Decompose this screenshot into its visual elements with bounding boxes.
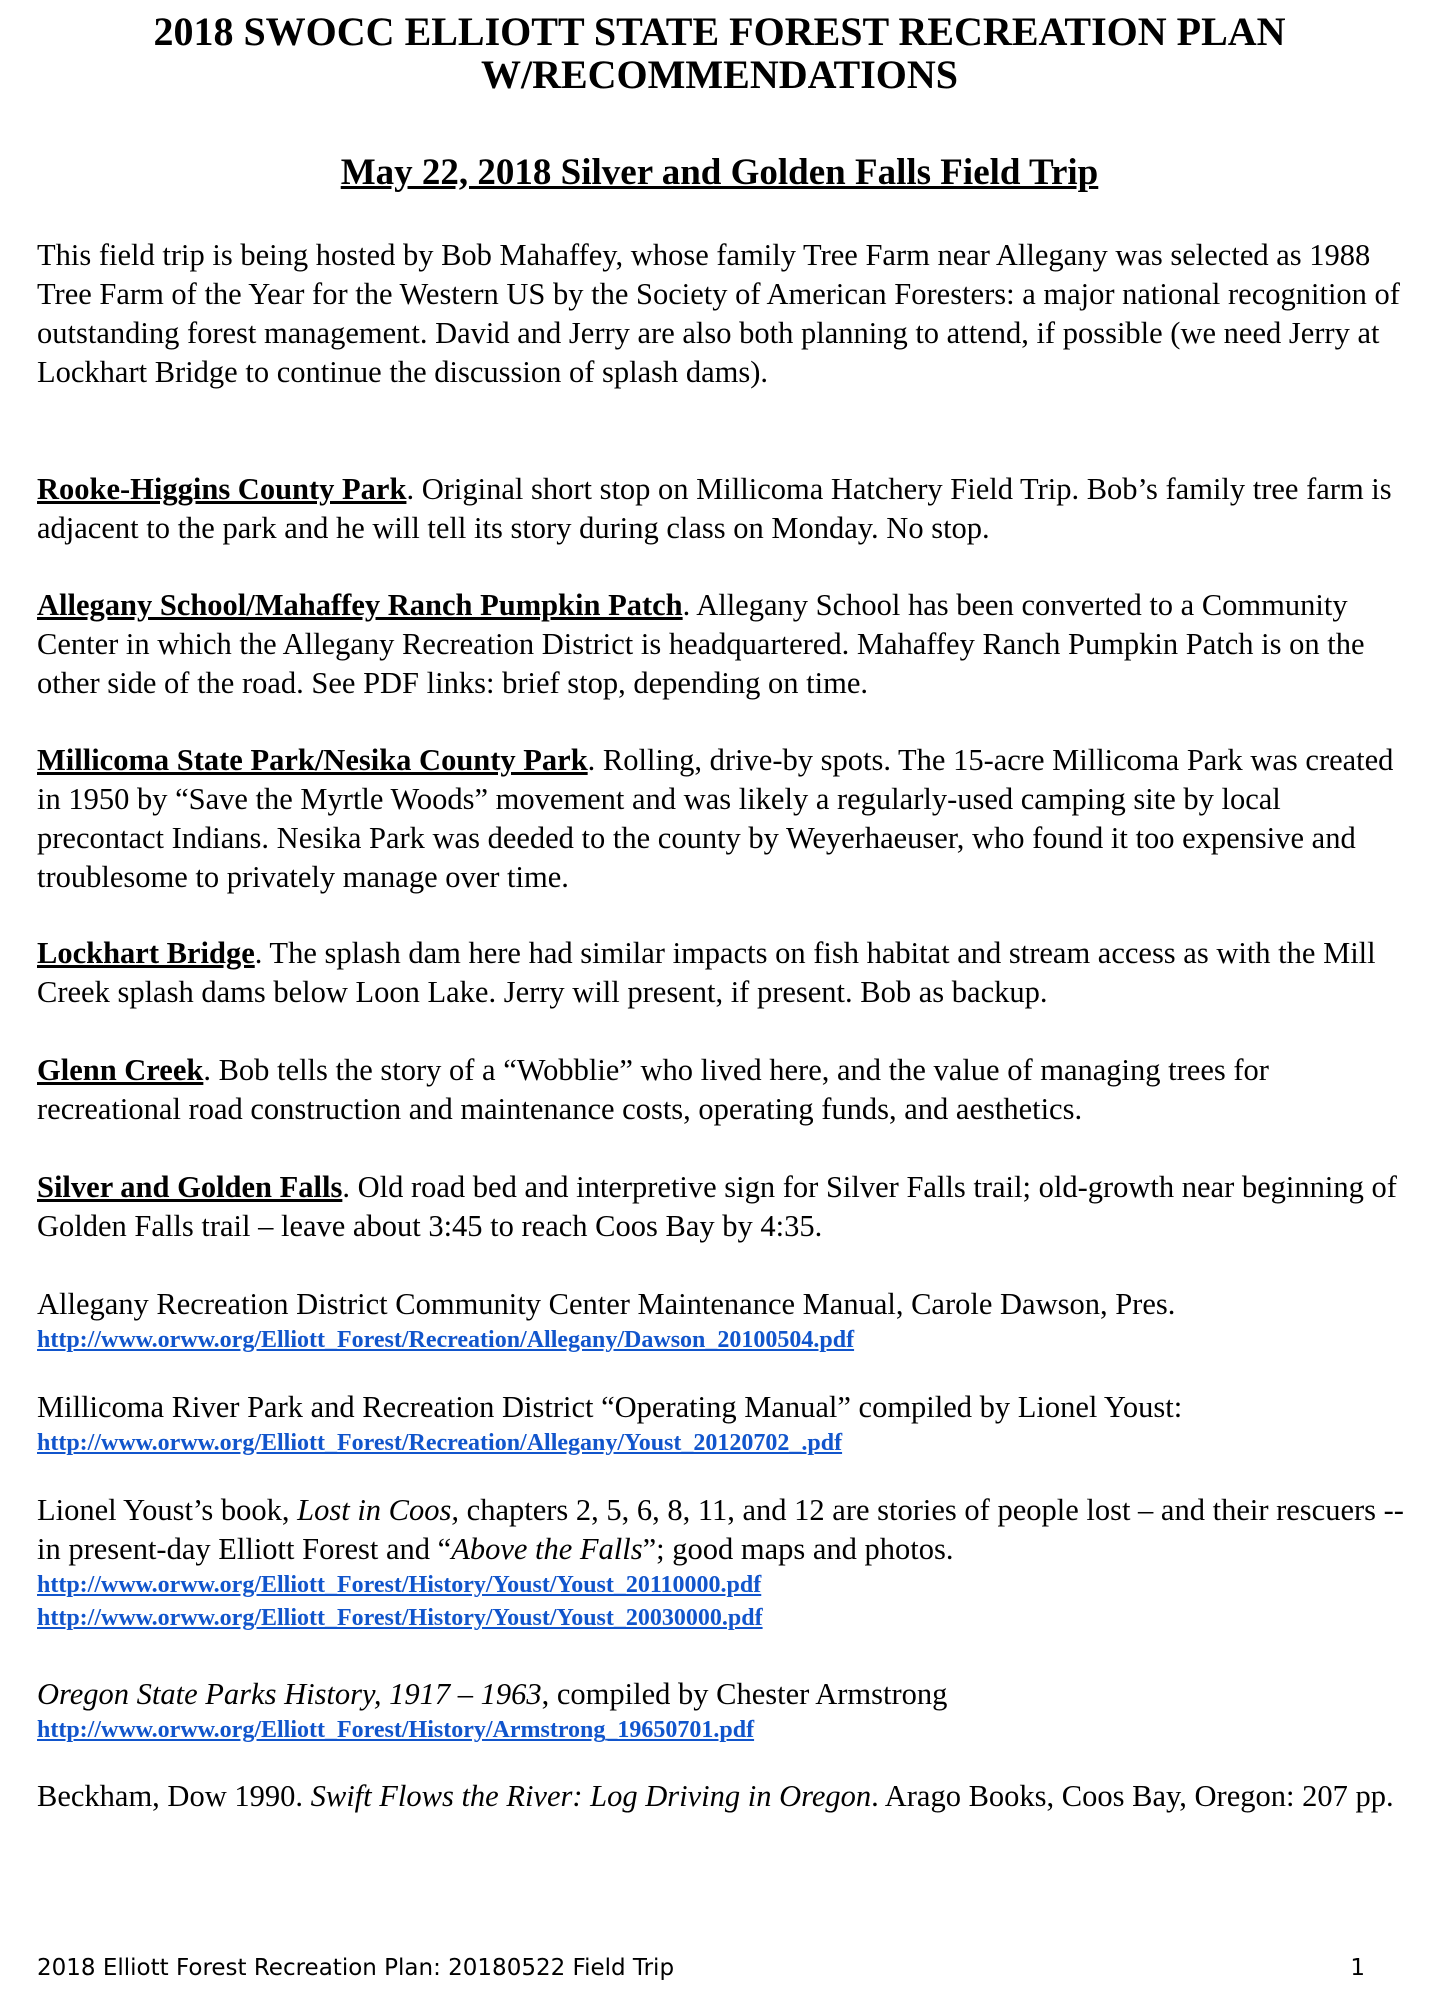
reference-text: Lionel Youst’s book, bbox=[37, 1493, 298, 1527]
stop-millicoma-nesika bbox=[37, 741, 1407, 897]
reference-beckham bbox=[37, 1777, 1407, 1816]
stop-allegany-school bbox=[37, 586, 1407, 703]
reference-armstrong bbox=[37, 1675, 1407, 1747]
stop-rooke-higgins bbox=[37, 470, 1407, 548]
reference-text: Beckham, Dow 1990. bbox=[37, 1779, 311, 1813]
stop-heading: Allegany School/Mahaffey Ranch Pumpkin Patch bbox=[37, 588, 683, 622]
stop-heading: Rooke-Higgins County Park bbox=[37, 472, 407, 506]
stop-glenn-creek bbox=[37, 1051, 1407, 1129]
stop-text: . Allegany School has been converted to a Community Center in which the Allegany Recreation District is headquartered. Mahaffey Ranch Pumpkin Patch is on the other side of the road. See PDF links: brief stop, depending on time. bbox=[37, 588, 1365, 700]
page-number: 1 bbox=[1350, 1955, 1365, 1981]
intro-paragraph: This field trip is being hosted by Bob Mahaffey, whose family Tree Farm near Allegany was selected as 1988 Tree Farm of the Year for the Western US by the Society of American Foresters: a major national recognition of outstanding forest management. David and Jerry are also both planning to attend, if possible (we need Jerry at Lockhart Bridge to continue the discussion of splash dams). bbox=[37, 238, 1400, 389]
reference-link-dawson[interactable]: http://www.orww.org/Elliott_Forest/Recreation/Allegany/Dawson_20100504.pdf bbox=[37, 1327, 855, 1353]
reference-text: Millicoma River Park and Recreation District “Operating Manual” compiled by Lionel Youst: bbox=[37, 1390, 1183, 1424]
stop-heading: Silver and Golden Falls bbox=[37, 1170, 343, 1204]
reference-text: . Arago Books, Coos Bay, Oregon: 207 pp. bbox=[871, 1779, 1394, 1813]
reference-text: Allegany Recreation District Community Center Maintenance Manual, Carole Dawson, Pres. bbox=[37, 1287, 1176, 1321]
document-title bbox=[0, 10, 1439, 96]
reference-youst-manual bbox=[37, 1388, 1407, 1460]
document-subtitle: May 22, 2018 Silver and Golden Falls Field Trip bbox=[340, 152, 1099, 193]
stop-heading: Glenn Creek bbox=[37, 1053, 204, 1087]
title-line-2: W/RECOMMENDATIONS bbox=[480, 52, 959, 97]
title-line-1: 2018 SWOCC ELLIOTT STATE FOREST RECREATION PLAN bbox=[153, 9, 1286, 54]
stop-text: . Rolling, drive-by spots. The 15-acre Millicoma Park was created in 1950 by “Save the Myrtle Woods” movement and was likely a regularly-used camping site by local precontact Indians. Nesika Park was deeded to the county by Weyerhaeuser, who found it too expensive and troublesome to privately manage over time. bbox=[37, 743, 1394, 894]
reference-dawson bbox=[37, 1285, 1407, 1357]
stop-text: . Original short stop on Millicoma Hatchery Field Trip. Bob’s family tree farm is adjacent to the park and he will tell its story during class on Monday. No stop. bbox=[37, 472, 1392, 545]
stop-text: . Bob tells the story of a “Wobblie” who lived here, and the value of managing trees for recreational road construction and maintenance costs, operating funds, and aesthetics. bbox=[37, 1053, 1269, 1126]
footer-text: 2018 Elliott Forest Recreation Plan: 20180522 Field Trip bbox=[37, 1955, 675, 1981]
reference-link-youst-2003[interactable]: http://www.orww.org/Elliott_Forest/History/Youst/Youst_20030000.pdf bbox=[37, 1605, 763, 1631]
reference-youst-book bbox=[37, 1491, 1407, 1635]
book-title-swift-flows: Swift Flows the River: Log Driving in Oregon bbox=[310, 1779, 872, 1813]
reference-text: ”; good maps and photos. bbox=[642, 1532, 954, 1566]
book-title-oregon-state-parks: Oregon State Parks History, 1917 – 1963 bbox=[37, 1677, 542, 1711]
reference-link-youst-2011[interactable]: http://www.orww.org/Elliott_Forest/History/Youst/Youst_20110000.pdf bbox=[37, 1572, 762, 1598]
book-title-above-the-falls: Above the Falls bbox=[451, 1532, 643, 1566]
stop-lockhart-bridge bbox=[37, 934, 1407, 1012]
book-title-lost-in-coos: Lost in Coos, bbox=[297, 1493, 460, 1527]
stop-text: . The splash dam here had similar impacts on fish habitat and stream access as with the Mill Creek splash dams below Loon Lake. Jerry will present, if present. Bob as backup. bbox=[37, 936, 1376, 1009]
stop-silver-golden-falls bbox=[37, 1168, 1407, 1246]
page-footer bbox=[37, 1955, 1365, 1981]
stop-heading: Millicoma State Park/Nesika County Park bbox=[37, 743, 588, 777]
stop-text: . Old road bed and interpretive sign for Silver Falls trail; old-growth near beginning of Golden Falls trail – leave about 3:45 to reach Coos Bay by 4:35. bbox=[37, 1170, 1397, 1243]
reference-link-armstrong[interactable]: http://www.orww.org/Elliott_Forest/History/Armstrong_19650701.pdf bbox=[37, 1717, 755, 1743]
reference-text: chapters 2, 5, 6, 8, 11, and 12 are stories of people lost – and their rescuers -- in present-day Elliott Forest and “ bbox=[37, 1493, 1404, 1566]
reference-link-youst-manual[interactable]: http://www.orww.org/Elliott_Forest/Recreation/Allegany/Youst_20120702_.pdf bbox=[37, 1430, 843, 1456]
stop-heading: Lockhart Bridge bbox=[37, 936, 255, 970]
reference-text: , compiled by Chester Armstrong bbox=[541, 1677, 948, 1711]
